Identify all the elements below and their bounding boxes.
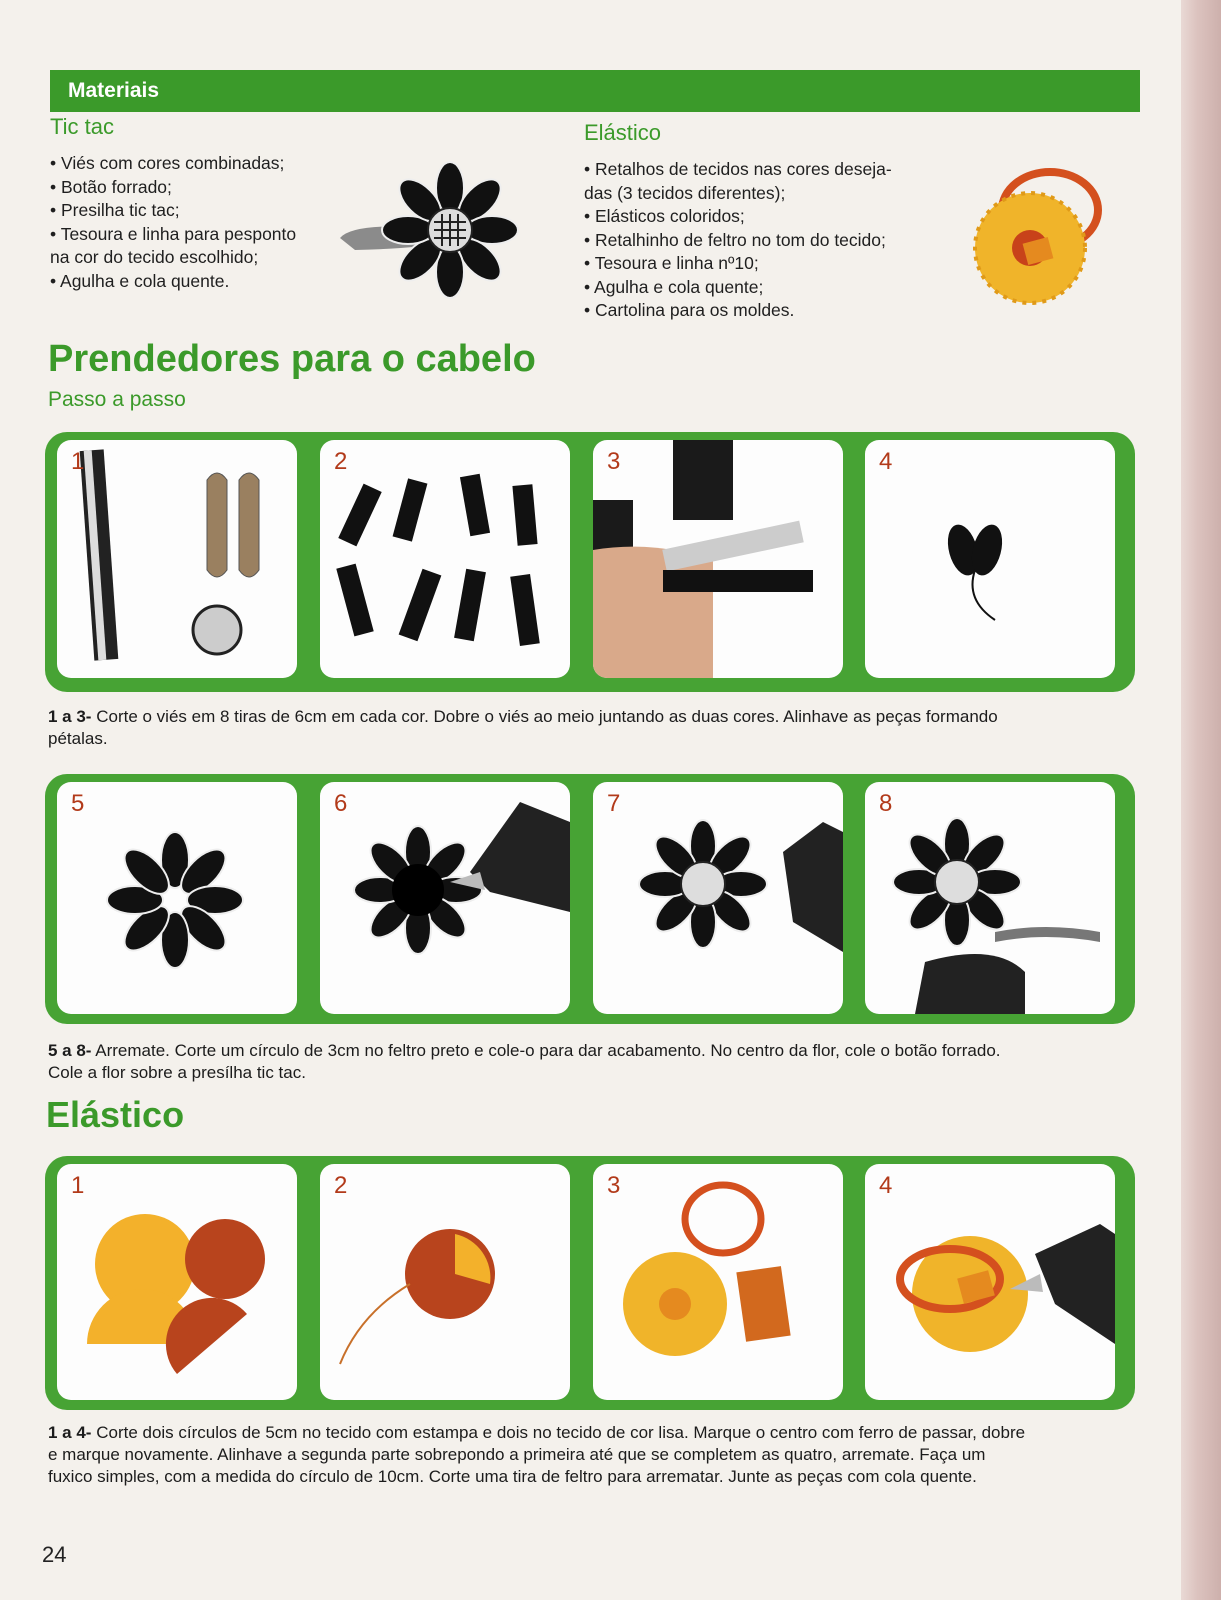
section-title-elastico: Elástico [46,1094,185,1135]
list-item: • Tesoura e linha nº10; [584,252,892,276]
elastic-step-photo-2 [320,1164,570,1400]
caption-lead: 1 a 4- [48,1423,92,1442]
step-photo-8 [865,782,1115,1014]
step-number: 3 [607,448,621,475]
elastic-step-photo-1 [57,1164,297,1400]
steps-strip-1 [45,432,1135,692]
caption-text: Corte o viés em 8 tiras de 6cm em cada cor. Dobre o viés ao meio juntando as duas cores. Alinhave as peças formando [91,707,998,726]
caption-steps-1-3 [48,706,1128,750]
tic-tac-materials-list [50,152,296,293]
list-item: na cor do tecido escolhido; [50,247,259,267]
step-number: 2 [334,1172,348,1199]
elastic-yoyo-photo [965,160,1115,310]
list-item: • Retalhinho de feltro no tom do tecido; [584,229,892,253]
list-item: das (3 tecidos diferentes); [584,182,786,203]
elastico-materials-title: Elástico [584,120,662,145]
passo-a-passo-subtitle: Passo a passo [48,388,186,411]
caption-elastic-steps [48,1422,1134,1488]
step-photo-2 [320,440,570,678]
elastic-step-photo-3 [593,1164,843,1400]
list-item: • Retalhos de tecidos nas cores deseja- [584,158,892,182]
page-number: 24 [42,1542,67,1567]
step-number: 1 [71,1172,85,1199]
list-item: • Botão forrado; [50,176,296,200]
list-item: • Presilha tic tac; [50,199,296,223]
step-number: 4 [879,448,893,475]
materials-header-bar: Materiais [50,70,1140,112]
step-photo-5 [57,782,297,1014]
step-photo-3 [593,440,843,678]
list-item: • Agulha e cola quente. [50,270,296,294]
step-photo-7 [593,782,843,1014]
step-photo-4 [865,440,1115,678]
step-photo-6 [320,782,570,1014]
caption-lead: 5 a 8- [48,1041,92,1060]
list-item: • Viés com cores combinadas; [50,152,296,176]
caption-lead: 1 a 3- [48,707,92,726]
steps-strip-2 [45,774,1135,1024]
steps-strip-3 [45,1156,1135,1410]
list-item: • Agulha e cola quente; [584,276,892,300]
caption-steps-5-8 [48,1040,1128,1084]
list-item: • Tesoura e linha para pesponto [50,223,296,247]
step-number: 1 [71,448,85,475]
page-edge [1181,0,1221,1600]
caption-text: Arremate. Corte um círculo de 3cm no feltro preto e cole-o para dar acabamento. No centro da flor, cole o botão forrado. [91,1041,1001,1060]
caption-text-continued: Cole a flor sobre a presílha tic tac. [48,1063,306,1082]
step-number: 4 [879,1172,893,1199]
step-number: 6 [334,790,348,817]
step-number: 2 [334,448,348,475]
step-number: 5 [71,790,85,817]
list-item: • Elásticos coloridos; [584,205,892,229]
step-photo-1 [57,440,297,678]
tic-tac-flower-photo [335,150,545,300]
caption-text: Corte dois círculos de 5cm no tecido com estampa e dois no tecido de cor lisa. Marque o centro com ferro de passar, dobre [91,1423,1026,1442]
caption-text-continued: e marque novamente. Alinhave a segunda parte sobrepondo a primeira até que se completem as quatro, arremate. Faça um [48,1445,986,1464]
step-number: 8 [879,790,893,817]
step-number: 7 [607,790,621,817]
section-title-prendedores: Prendedores para o cabelo [48,338,536,380]
list-item: • Cartolina para os moldes. [584,299,892,323]
tic-tac-title: Tic tac [50,114,114,139]
elastic-step-photo-4 [865,1164,1115,1400]
step-number: 3 [607,1172,621,1199]
elastico-materials-list [584,158,892,323]
caption-text-continued: pétalas. [48,729,108,748]
caption-text-continued: fuxico simples, com a medida do círculo de 10cm. Corte uma tira de feltro para arrematar. Junte as peças com cola quente. [48,1467,977,1486]
